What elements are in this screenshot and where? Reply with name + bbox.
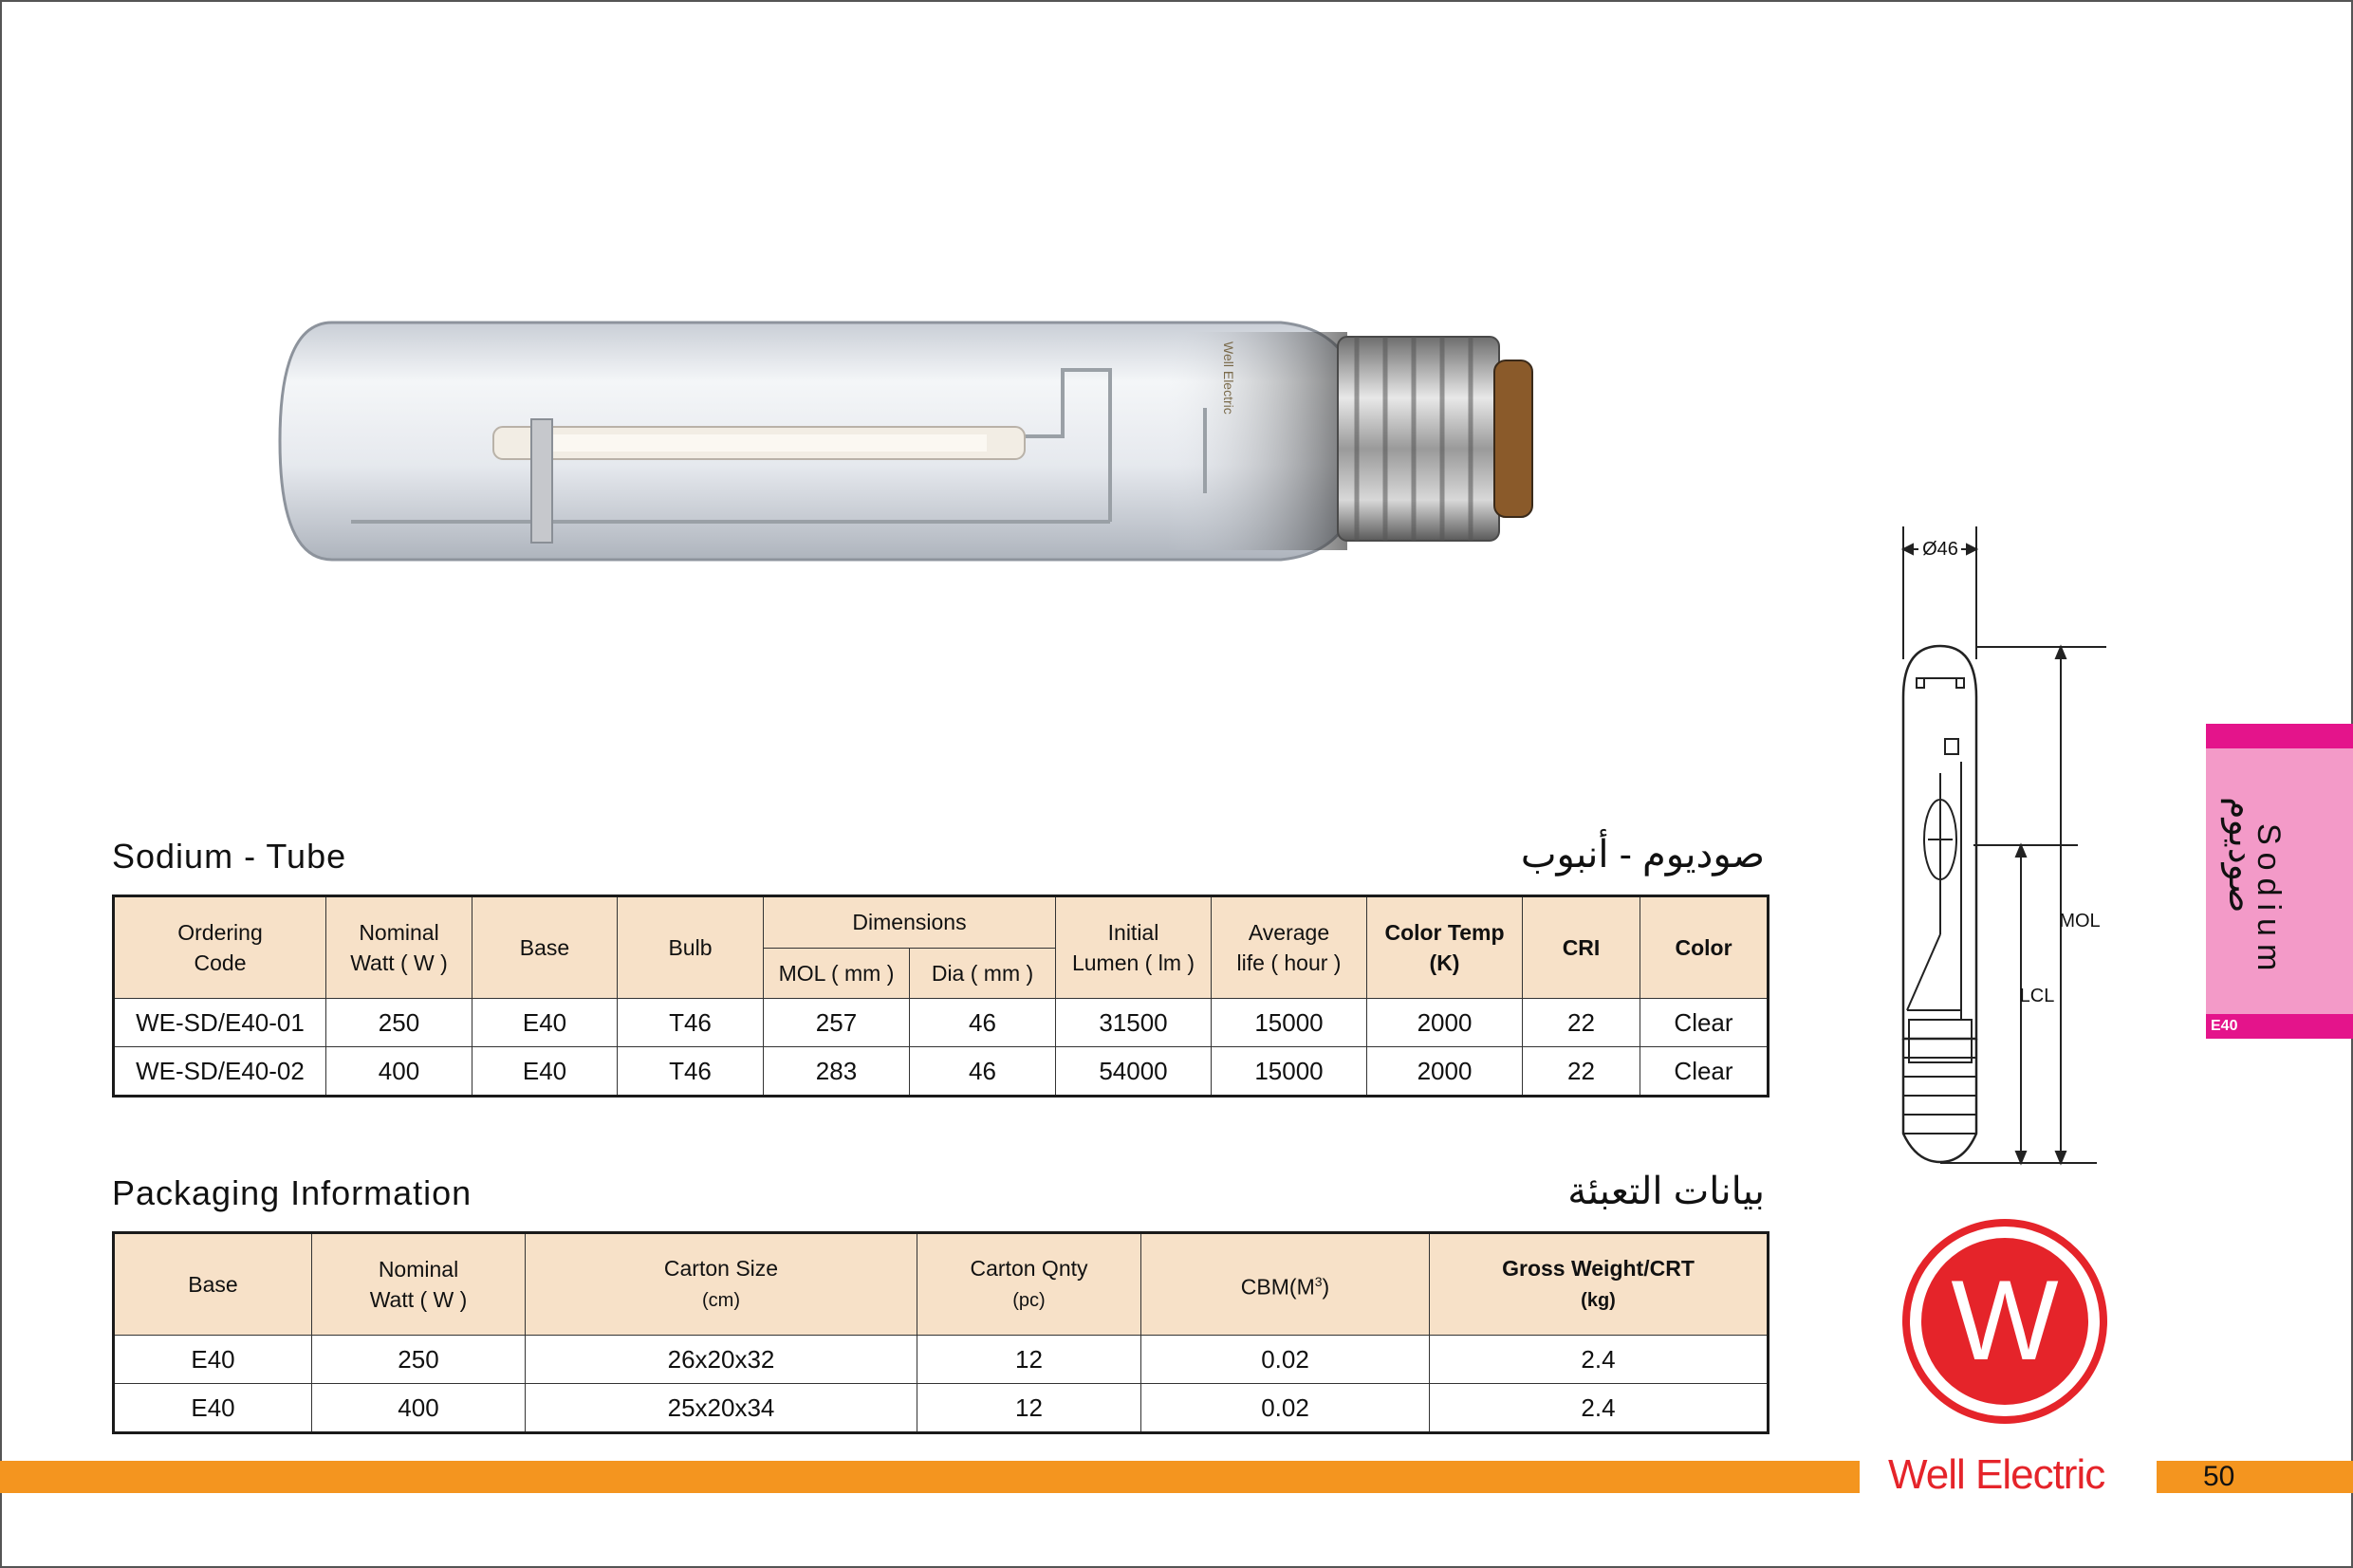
header-gross-weight-unit: (kg) [1581,1290,1616,1311]
header-base: Base [472,896,618,999]
side-tab-label-ar: صوديوم [2221,797,2261,913]
footer-bar [0,1461,1860,1493]
cell-cri: 22 [1523,999,1640,1047]
header-lumen-unit: Lumen ( lm ) [1071,950,1195,975]
header-cbm-close: ) [1322,1274,1330,1300]
cell-bulb: T46 [618,999,764,1047]
bulb-print: Well Electric [1221,341,1236,415]
packaging-header-row [114,1233,1769,1336]
header-nominal-watt [312,1233,526,1336]
packaging-title-ar: بيانات التعبئة [1567,1171,1765,1212]
header-initial-text: Initial [1107,920,1159,945]
page-number: 50 [2203,1461,2235,1492]
cell-watt: 250 [326,999,472,1047]
cell-bulb: T46 [618,1047,764,1097]
product-photo [275,304,1547,579]
header-watt-unit: Watt ( W ) [369,1287,468,1312]
lcl-label: LCL [2019,986,2055,1006]
cell-mol: 257 [764,999,910,1047]
brand-logo [1900,1217,2109,1426]
header-nominal-text: Nominal [378,1257,459,1282]
header-color: Color [1640,896,1769,999]
cell-code: WE-SD/E40-01 [114,999,326,1047]
header-dimensions: Dimensions [764,896,1056,949]
cell-color: Clear [1640,1047,1769,1097]
header-average-life [1212,896,1367,999]
side-tab-top-strip [2206,724,2353,748]
header-initial-lumen [1056,896,1212,999]
packaging-title: Packaging Information [112,1173,472,1212]
cell-qnty: 12 [917,1384,1141,1433]
lamp-dimension-diagram [1850,526,2135,1190]
cell-watt: 400 [312,1384,526,1433]
header-watt-unit: Watt ( W ) [350,950,448,975]
cell-weight: 2.4 [1430,1336,1769,1384]
cell-watt: 250 [312,1336,526,1384]
table-row [114,1336,1769,1384]
cell-color: Clear [1640,999,1769,1047]
cell-watt: 400 [326,1047,472,1097]
header-gross-weight-text: Gross Weight/CRT [1502,1256,1695,1281]
cell-lumen: 54000 [1056,1047,1212,1097]
mol-label: MOL [2059,911,2101,932]
cell-dia: 46 [910,1047,1056,1097]
header-carton-size-text: Carton Size [663,1256,779,1281]
cell-weight: 2.4 [1430,1384,1769,1433]
side-tab-label-en: Sodium [2251,823,2287,979]
header-carton-qnty-unit: (pc) [1012,1290,1046,1311]
page-number-bar [2157,1461,2353,1493]
header-carton-qnty-text: Carton Qnty [970,1256,1088,1281]
header-color-temp-text: Color Temp [1384,920,1505,945]
header-carton-size-unit: (cm) [702,1290,740,1311]
header-dia: Dia ( mm ) [910,948,1056,999]
header-carton-qnty [917,1233,1141,1336]
cell-temp: 2000 [1367,1047,1523,1097]
cell-code: WE-SD/E40-02 [114,1047,326,1097]
header-cbm [1141,1233,1430,1336]
header-ordering-code [114,896,326,999]
header-life-unit: life ( hour ) [1236,950,1342,975]
cell-cbm: 0.02 [1141,1384,1430,1433]
brand-name: Well Electric [1888,1451,2105,1498]
header-color-temp [1367,896,1523,999]
header-gross-weight [1430,1233,1769,1336]
cell-lumen: 31500 [1056,999,1212,1047]
cell-base: E40 [472,1047,618,1097]
cell-life: 15000 [1212,1047,1367,1097]
header-base: Base [114,1233,312,1336]
diameter-label: Ø46 [1922,539,1958,560]
table-row [114,1384,1769,1433]
header-nominal-watt [326,896,472,999]
cell-base: E40 [472,999,618,1047]
cell-mol: 283 [764,1047,910,1097]
table-row [114,1047,1769,1097]
cell-life: 15000 [1212,999,1367,1047]
cell-base: E40 [114,1336,312,1384]
cell-cbm: 0.02 [1141,1336,1430,1384]
cell-carton: 25x20x34 [526,1384,917,1433]
header-cbm-text: CBM(M [1240,1274,1315,1300]
header-cri: CRI [1523,896,1640,999]
specs-table [112,895,1769,1098]
cell-qnty: 12 [917,1336,1141,1384]
header-nominal-text: Nominal [359,920,439,945]
screw-base [1338,337,1499,541]
packaging-table [112,1231,1769,1434]
table-row [114,999,1769,1047]
cell-cri: 22 [1523,1047,1640,1097]
cell-carton: 26x20x32 [526,1336,917,1384]
side-tab-base-label: E40 [2211,1018,2238,1034]
logo-letter: W [1951,1257,2059,1384]
header-average-text: Average [1248,920,1330,945]
header-carton-size [526,1233,917,1336]
header-color-temp-unit: (K) [1429,950,1460,975]
specs-title: Sodium - Tube [112,837,347,876]
header-bulb: Bulb [618,896,764,999]
cell-temp: 2000 [1367,999,1523,1047]
cell-dia: 46 [910,999,1056,1047]
specs-title-ar: صوديوم - أنبوب [1520,834,1765,876]
cell-base: E40 [114,1384,312,1433]
specs-header-row [114,896,1769,949]
header-cbm-sup: 3 [1314,1274,1323,1290]
header-ordering-code-text: Ordering Code [177,920,263,975]
header-mol: MOL ( mm ) [764,948,910,999]
